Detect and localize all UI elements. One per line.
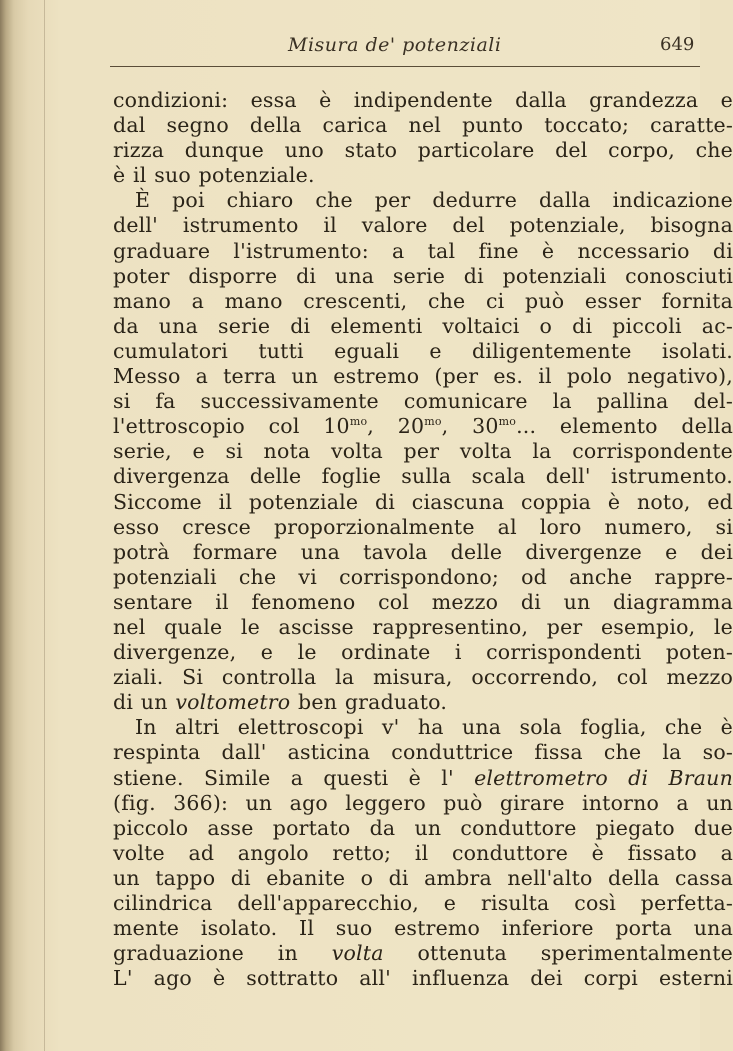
ordinal-superscript: mo bbox=[349, 415, 368, 429]
text-line: mente isolato. Il suo estremo inferiore porta una bbox=[113, 916, 733, 941]
text-line: esso cresce proporzionalmente al loro numero, si bbox=[113, 514, 733, 539]
text-line: Siccome il potenziale di ciascuna coppia è noto, ed bbox=[113, 489, 733, 514]
text-line: sentare il fenomeno col mezzo di un diagramma bbox=[113, 589, 733, 614]
header-rule bbox=[110, 66, 700, 67]
body-text bbox=[113, 88, 733, 991]
text-line: ziali. Si controlla la misura, occorrendo, col mezzo bbox=[113, 665, 733, 690]
ordinal-superscript: mo bbox=[498, 415, 517, 429]
page-header bbox=[110, 34, 700, 62]
text-line: dell' istrumento il valore del potenziale, bisogna bbox=[113, 213, 733, 238]
text-line: piccolo asse portato da un conduttore piegato due bbox=[113, 815, 733, 840]
page-number: 649 bbox=[660, 34, 695, 55]
running-title: Misura de' potenziali bbox=[288, 34, 502, 56]
text-line: divergenze, e le ordinate i corrispondenti poten- bbox=[113, 640, 733, 665]
text-run: , 30 bbox=[441, 414, 499, 439]
text-line: È poi chiaro che per dedurre dalla indicazione bbox=[135, 188, 733, 213]
text-line: potrà formare una tavola delle divergenze e dei bbox=[113, 539, 733, 564]
text-line: dal segno della carica nel punto toccato; caratte- bbox=[113, 113, 733, 138]
text-line: cumulatori tutti eguali e diligentemente isolati. bbox=[113, 338, 733, 363]
text-line: In altri elettroscopi v' ha una sola foglia, che è bbox=[135, 715, 733, 740]
text-run: l'ettroscopio col 10 bbox=[113, 414, 350, 439]
text-line: rizza dunque uno stato particolare del corpo, che bbox=[113, 138, 733, 163]
text-line: (fig. 366): un ago leggero può girare intorno a un bbox=[113, 790, 733, 815]
text-line bbox=[113, 766, 733, 791]
text-line: Messo a terra un estremo (per es. il polo negativo), bbox=[113, 364, 733, 389]
text-line: si fa successivamente comunicare la pallina del- bbox=[113, 389, 733, 414]
text-line: potenziali che vi corrispondono; od anche rappre- bbox=[113, 564, 733, 589]
text-line: un tappo di ebanite o di ambra nell'alto della cassa bbox=[113, 865, 733, 890]
text-run: graduazione in bbox=[113, 941, 332, 966]
text-run: ottenuta sperimentalmente bbox=[383, 941, 733, 966]
ordinal-superscript: mo bbox=[424, 415, 442, 429]
text-run: ... elemento della bbox=[516, 414, 733, 439]
binding-gutter bbox=[44, 0, 45, 1051]
text-line bbox=[113, 414, 733, 439]
text-line: mano a mano crescenti, che ci può esser fornita bbox=[113, 288, 733, 313]
italic-term: elettrometro di Braun bbox=[474, 765, 733, 790]
text-run: , 20 bbox=[367, 414, 425, 439]
text-line bbox=[113, 690, 733, 715]
text-line: è il suo potenziale. bbox=[113, 163, 315, 188]
text-line: cilindrica dell'apparecchio, e risulta così perfetta- bbox=[113, 891, 733, 915]
text-line: divergenza delle foglie sulla scala dell' istrumento. bbox=[113, 464, 733, 489]
text-line: da una serie di elementi voltaici o di piccoli ac- bbox=[113, 313, 733, 338]
text-line: condizioni: essa è indipendente dalla grandezza e bbox=[113, 88, 733, 112]
text-line: volte ad angolo retto; il conduttore è fissato a bbox=[113, 840, 733, 865]
text-line bbox=[113, 941, 733, 966]
text-line: nel quale le ascisse rappresentino, per esempio, le bbox=[113, 614, 733, 639]
italic-term: voltometro bbox=[175, 690, 291, 715]
text-run: di un bbox=[113, 690, 176, 715]
text-line: graduare l'istrumento: a tal fine è nccessario di bbox=[113, 238, 733, 263]
text-run: ben graduato. bbox=[290, 690, 448, 715]
text-line: serie, e si nota volta per volta la corrispondente bbox=[113, 439, 733, 464]
text-line: respinta dall' asticina conduttrice fissa che la so- bbox=[113, 740, 733, 765]
text-run: stiene. Simile a questi è l' bbox=[113, 765, 475, 790]
text-line: L' ago è sottratto all' influenza dei corpi esterni bbox=[113, 966, 733, 991]
text-line: poter disporre di una serie di potenziali conosciuti bbox=[113, 263, 733, 288]
italic-term: volta bbox=[331, 941, 384, 966]
